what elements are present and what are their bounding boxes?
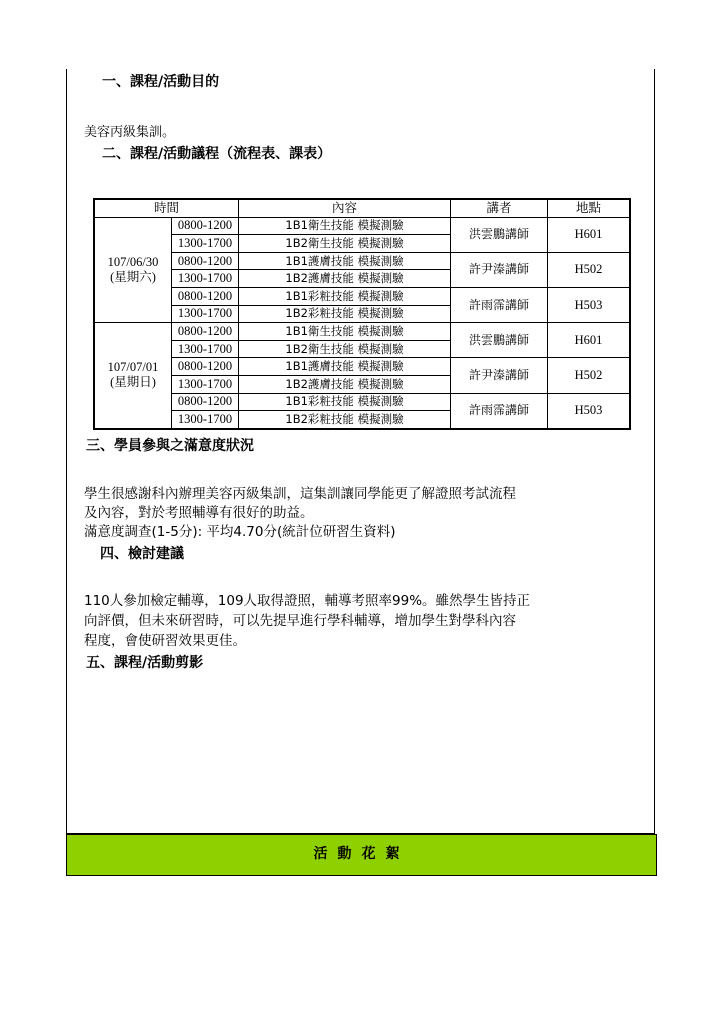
session-teacher: 許尹溱講師: [451, 252, 548, 287]
section4-line1: 110人參加檢定輔導，109人取得證照，輔導考照率99%。雖然學生皆持正: [84, 593, 531, 609]
session-location: H503: [548, 393, 631, 429]
section3-line2: 及內容，對於考照輔導有很好的助益。: [84, 505, 314, 521]
section3-heading: 三、學員參與之滿意度狀況: [86, 438, 254, 454]
session-content: 1B2衛生技能 模擬測驗: [239, 235, 451, 253]
session-time: 1300-1700: [172, 235, 239, 253]
session-location: H601: [548, 217, 631, 252]
schedule-row: [94, 323, 630, 341]
header-time: 時間: [94, 199, 239, 217]
session-time: 0800-1200: [172, 287, 239, 305]
session-content: 1B1彩粧技能 模擬測驗: [239, 393, 451, 411]
session-teacher: 洪雲鵬講師: [451, 323, 548, 358]
activity-highlights-banner: 活動花絮: [66, 834, 657, 876]
schedule-row: [94, 252, 630, 270]
session-time: 1300-1700: [172, 270, 239, 288]
section3-line3: 滿意度調查(1-5分): 平均4.70分(統計位研習生資料): [84, 524, 396, 540]
session-content: 1B2彩粧技能 模擬測驗: [239, 411, 451, 429]
session-teacher: 許尹溱講師: [451, 358, 548, 393]
schedule-row: [94, 393, 630, 411]
schedule-row: [94, 217, 630, 235]
section4-line3: 程度，會使研習效果更佳。: [84, 633, 246, 649]
day-cell: [94, 217, 172, 323]
section1-text: 美容丙級集訓。: [84, 125, 176, 140]
section3-line1: 學生很感謝科內辦理美容丙級集訓，這集訓讓同學能更了解證照考試流程: [84, 486, 516, 502]
day-date: 107/06/30: [107, 254, 159, 269]
session-time: 0800-1200: [172, 358, 239, 376]
header-content: 內容: [239, 199, 451, 217]
day-date: 107/07/01: [107, 360, 159, 375]
schedule-header-row: [94, 199, 630, 217]
session-content: 1B2彩粧技能 模擬測驗: [239, 305, 451, 323]
schedule-row: [94, 287, 630, 305]
session-location: H502: [548, 358, 631, 393]
session-content: 1B1彩粧技能 模擬測驗: [239, 287, 451, 305]
session-time: 1300-1700: [172, 305, 239, 323]
session-time: 0800-1200: [172, 323, 239, 341]
session-time: 1300-1700: [172, 411, 239, 429]
section2-heading: 二、課程/活動議程（流程表、課表）: [102, 146, 332, 162]
session-time: 0800-1200: [172, 252, 239, 270]
session-content: 1B2護膚技能 模擬測驗: [239, 270, 451, 288]
session-content: 1B1護膚技能 模擬測驗: [239, 252, 451, 270]
schedule-table: [93, 198, 631, 430]
section5-heading: 五、課程/活動剪影: [86, 655, 204, 671]
day-weekday: (星期六): [110, 269, 156, 284]
section4-line2: 向評價，但未來研習時，可以先提早進行學科輔導，增加學生對學科內容: [84, 613, 516, 629]
header-location: 地點: [548, 199, 631, 217]
session-location: H502: [548, 252, 631, 287]
section4-heading: 四、檢討建議: [100, 546, 184, 562]
day-cell: [94, 323, 172, 429]
section1-heading: 一、課程/活動目的: [102, 74, 220, 90]
session-content: 1B2衛生技能 模擬測驗: [239, 340, 451, 358]
session-teacher: 許雨霈講師: [451, 287, 548, 322]
schedule-row: [94, 358, 630, 376]
session-time: 1300-1700: [172, 340, 239, 358]
header-teacher: 講者: [451, 199, 548, 217]
session-time: 0800-1200: [172, 217, 239, 235]
session-location: H503: [548, 287, 631, 322]
day-weekday: (星期日): [110, 375, 156, 390]
session-time: 0800-1200: [172, 393, 239, 411]
session-location: H601: [548, 323, 631, 358]
session-time: 1300-1700: [172, 375, 239, 393]
session-teacher: 洪雲鵬講師: [451, 217, 548, 252]
session-content: 1B1護膚技能 模擬測驗: [239, 358, 451, 376]
session-content: 1B1衛生技能 模擬測驗: [239, 217, 451, 235]
session-content: 1B2護膚技能 模擬測驗: [239, 375, 451, 393]
session-teacher: 許雨霈講師: [451, 393, 548, 429]
session-content: 1B1衛生技能 模擬測驗: [239, 323, 451, 341]
